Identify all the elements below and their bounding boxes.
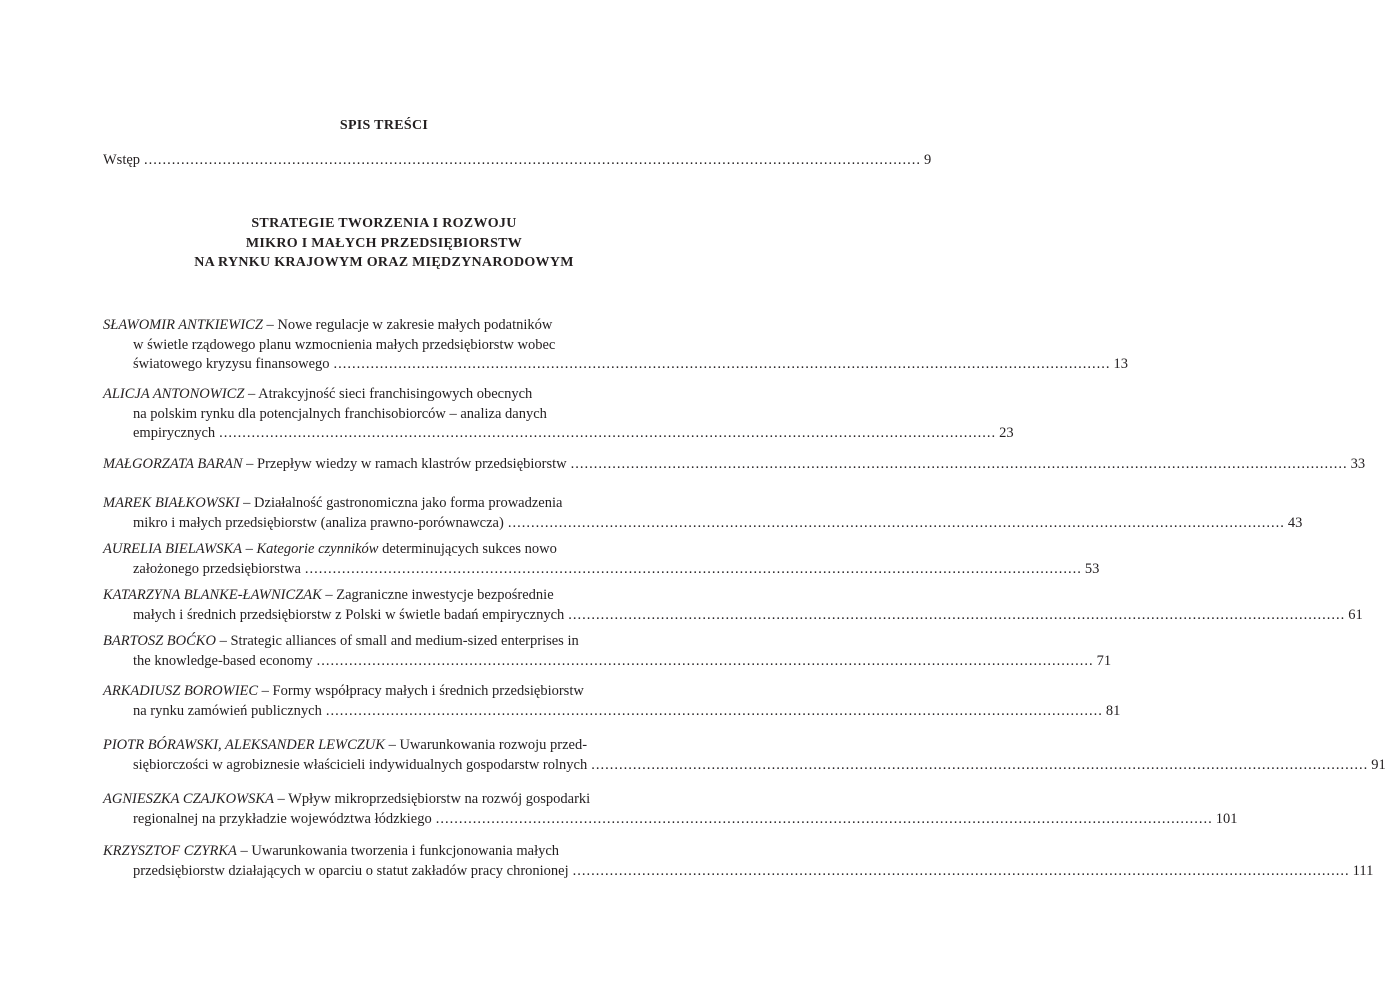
entry-title-line: the knowledge-based economy bbox=[133, 652, 313, 669]
entry-author: KATARZYNA BLANKE-ŁAWNICZAK bbox=[103, 587, 322, 603]
dot-leader: ........................................................................................................................................................................ bbox=[507, 514, 1285, 531]
entry-title-line: – Atrakcyjność sieci franchisingowych obecnych bbox=[248, 386, 533, 402]
dot-leader: ........................................................................................................................................................................ bbox=[572, 862, 1350, 879]
entry-title-line: determinujących sukces nowo bbox=[378, 541, 557, 557]
dot-leader: ........................................................................................................................................................................ bbox=[435, 810, 1213, 827]
dot-leader: ........................................................................................................................................................................ bbox=[570, 456, 1348, 472]
entry-title-line: światowego kryzysu finansowego bbox=[133, 356, 330, 372]
entry-page: 101 bbox=[1215, 810, 1238, 827]
entry-page: 43 bbox=[1287, 514, 1303, 531]
dot-leader: ........................................................................................................................................................................ bbox=[325, 702, 1103, 719]
section-title-line: STRATEGIE TWORZENIA I ROZWOJU bbox=[251, 216, 517, 231]
entry-title-line: – Nowe regulacje w zakresie małych podatników bbox=[266, 317, 553, 333]
entry-page: 61 bbox=[1348, 606, 1363, 623]
toc-entry-label: Wstęp bbox=[103, 152, 141, 168]
dot-leader: ........................................................................................................................................................................ bbox=[219, 425, 997, 441]
toc-title: SPIS TREŚCI bbox=[339, 118, 429, 133]
toc-entry[interactable] bbox=[103, 316, 1129, 375]
entry-page: 53 bbox=[1084, 560, 1100, 577]
entry-title-line: – Strategic alliances of small and medium-sized enterprises in bbox=[219, 633, 579, 649]
entry-title-line: założonego przedsiębiorstwa bbox=[133, 560, 301, 577]
toc-entry[interactable] bbox=[103, 385, 1014, 444]
entry-page: 23 bbox=[999, 425, 1014, 441]
entry-title-line: mikro i małych przedsiębiorstw (analiza prawno-porównawcza) bbox=[133, 514, 504, 531]
toc-entry[interactable] bbox=[103, 736, 1386, 775]
section-title bbox=[0, 214, 768, 273]
toc-entry[interactable] bbox=[103, 494, 1303, 533]
entry-title-line: przedsiębiorstw działających w oparciu o statut zakładów pracy chronionej bbox=[133, 862, 569, 879]
dot-leader: ........................................................................................................................................................................ bbox=[304, 560, 1082, 577]
toc-entry[interactable] bbox=[103, 632, 1112, 671]
entry-title-line: siębiorczości w agrobiznesie właścicieli indywidualnych gospodarstw rolnych bbox=[133, 756, 588, 773]
toc-entry[interactable] bbox=[103, 586, 1363, 625]
entry-page: 33 bbox=[1350, 456, 1366, 472]
entry-author: MAREK BIAŁKOWSKI bbox=[103, 495, 240, 511]
entry-title-line: – Działalność gastronomiczna jako forma prowadzenia bbox=[243, 495, 563, 511]
toc-entry[interactable] bbox=[103, 455, 1366, 475]
entry-author: MAŁGORZATA BARAN bbox=[103, 456, 243, 472]
entry-author: ALICJA ANTONOWICZ bbox=[103, 386, 245, 402]
entry-page: 81 bbox=[1105, 702, 1121, 719]
entry-title-line: w świetle rządowego planu wzmocnienia małych przedsiębiorstw wobec bbox=[133, 336, 556, 353]
entry-page: 71 bbox=[1096, 652, 1112, 669]
entry-author-extra: – Kategorie czynników bbox=[245, 541, 379, 557]
entry-title-line: – Uwarunkowania tworzenia i funkcjonowania małych bbox=[240, 843, 560, 859]
section-title-line: NA RYNKU KRAJOWYM ORAZ MIĘDZYNARODOWYM bbox=[194, 255, 574, 270]
entry-author: SŁAWOMIR ANTKIEWICZ bbox=[103, 317, 263, 333]
entry-author: KRZYSZTOF CZYRKA bbox=[103, 843, 237, 859]
entry-page: 111 bbox=[1352, 862, 1374, 879]
toc-entry-intro[interactable] bbox=[103, 151, 932, 169]
dot-leader: ........................................................................................................................................................................ bbox=[316, 652, 1094, 669]
entry-title-line: – Wpływ mikroprzedsiębiorstw na rozwój gospodarki bbox=[277, 791, 591, 807]
toc-entry[interactable] bbox=[103, 790, 1238, 829]
dot-leader: ........................................................................................................................................................................ bbox=[568, 606, 1346, 623]
entry-title-line: empirycznych bbox=[133, 425, 216, 441]
entry-title-line: małych i średnich przedsiębiorstw z Polski w świetle badań empirycznych bbox=[133, 606, 565, 623]
entry-title-line: na polskim rynku dla potencjalnych franchisobiorców – analiza danych bbox=[133, 405, 547, 422]
toc-entry[interactable] bbox=[103, 682, 1121, 721]
entry-title-line: – Zagraniczne inwestycje bezpośrednie bbox=[325, 587, 554, 603]
toc-entry[interactable] bbox=[103, 842, 1374, 881]
entry-title-line: – Formy współpracy małych i średnich przedsiębiorstw bbox=[261, 683, 584, 699]
dot-leader: ........................................................................................................................................................................ bbox=[333, 356, 1111, 372]
section-title-line: MIKRO I MAŁYCH PRZEDSIĘBIORSTW bbox=[245, 235, 523, 251]
entry-author: BARTOSZ BOĆKO bbox=[103, 633, 216, 649]
toc-entry[interactable] bbox=[103, 540, 1100, 579]
entry-title-line: regionalnej na przykładzie województwa łódzkiego bbox=[133, 810, 432, 827]
entry-page: 13 bbox=[1113, 356, 1129, 372]
entry-page: 91 bbox=[1371, 756, 1386, 773]
entry-title-line: – Przepływ wiedzy w ramach klastrów przedsiębiorstw bbox=[246, 456, 567, 472]
entry-author: AGNIESZKA CZAJKOWSKA bbox=[103, 791, 274, 807]
entry-author: ARKADIUSZ BOROWIEC bbox=[103, 683, 259, 699]
entry-title-line: na rynku zamówień publicznych bbox=[133, 702, 322, 719]
dot-leader: ........................................................................................................................................................................ bbox=[591, 756, 1369, 773]
entry-title-line: – Uwarunkowania rozwoju przed- bbox=[388, 737, 588, 753]
entry-author: PIOTR BÓRAWSKI, ALEKSANDER LEWCZUK bbox=[103, 737, 385, 753]
entry-author: AURELIA BIELAWSKA bbox=[103, 541, 242, 557]
toc-entry-page: 9 bbox=[924, 152, 932, 168]
dot-leader: ........................................................................................................................................................................ bbox=[144, 152, 922, 168]
